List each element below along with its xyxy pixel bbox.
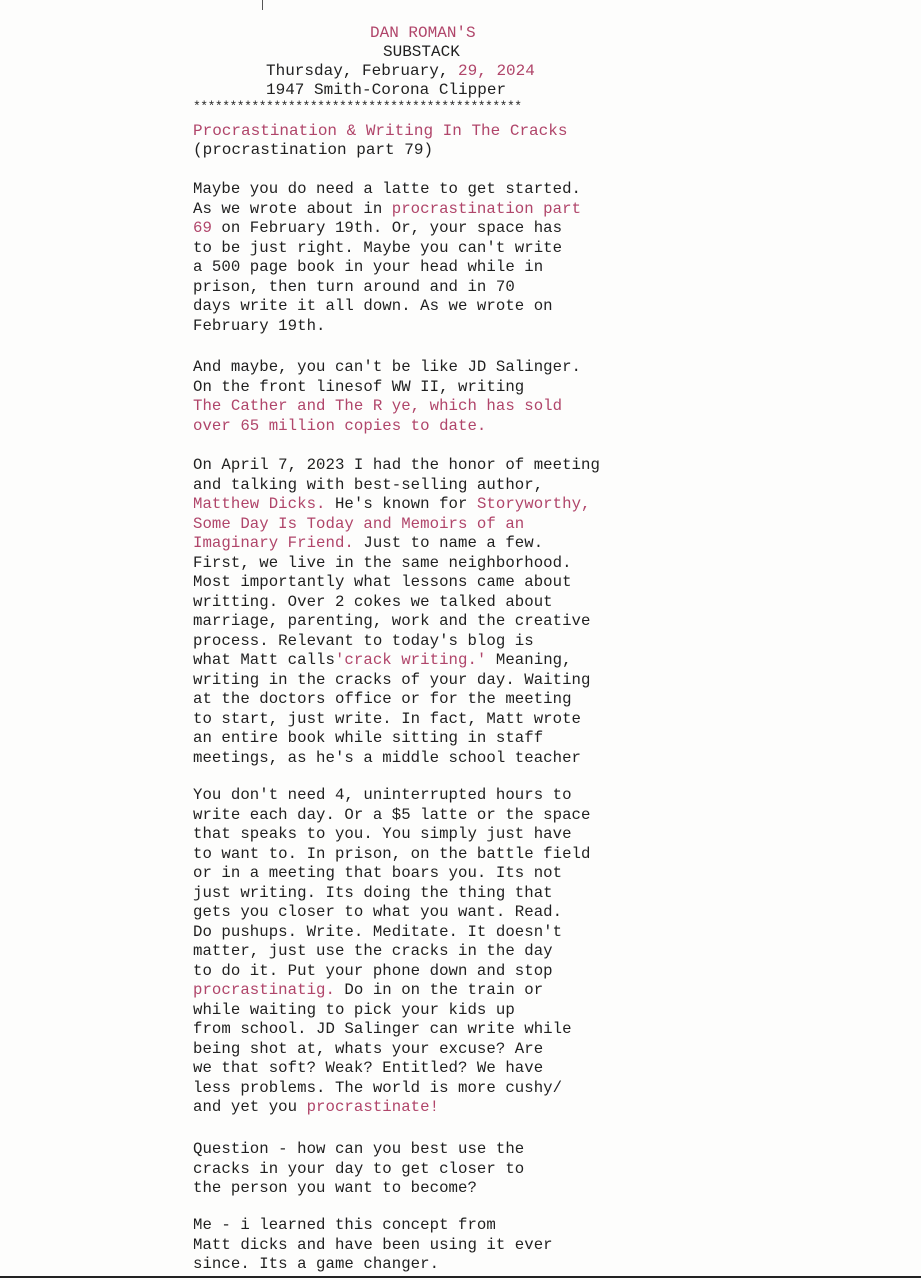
- paragraph-3: [193, 456, 893, 768]
- body-text: gets you closer to what you want. Read.: [193, 903, 563, 921]
- header-typewriter: 1947 Smith-Corona Clipper: [266, 81, 507, 99]
- body-text: a 500 page book in your head while in: [193, 258, 544, 276]
- text-line: [193, 1001, 893, 1021]
- body-text: what Matt calls: [193, 651, 335, 669]
- highlighted-text: 69: [193, 219, 212, 237]
- text-line: [193, 258, 893, 278]
- body-text: marriage, parenting, work and the creative: [193, 612, 591, 630]
- body-text: writing in the cracks of your day. Waiting: [193, 670, 591, 689]
- body-text: On April 7, 2023 I had the honor of meeting: [193, 456, 600, 474]
- text-line: [193, 1216, 893, 1236]
- body-text: and yet you: [193, 1098, 307, 1116]
- body-text: writting. Over 2 cokes we talked about: [193, 592, 553, 611]
- body-text: since. Its a game changer.: [193, 1255, 440, 1273]
- text-line: [193, 729, 893, 749]
- body-text: Matt dicks and have been using it ever: [193, 1235, 553, 1254]
- body-text: to start, just write. In fact, Matt wrote: [193, 709, 582, 728]
- text-line: [193, 1098, 893, 1118]
- text-line: [193, 378, 893, 398]
- body-text: On the front linesof WW II, writing: [193, 377, 525, 396]
- body-text: days write it all down. As we wrote on: [193, 297, 553, 315]
- text-line: [193, 573, 893, 593]
- text-line: [193, 942, 893, 962]
- text-line: [193, 180, 893, 200]
- body-text: to be just right. Maybe you can't write: [193, 238, 563, 257]
- highlighted-text: procrastinate!: [306, 1098, 440, 1116]
- body-text: being shot at, whats your excuse? Are: [193, 1039, 544, 1058]
- body-text: He's known for: [325, 495, 477, 513]
- text-line: [193, 476, 893, 496]
- highlighted-text: procrastinatig.: [193, 981, 335, 999]
- body-text: to want to. In prison, on the battle field: [193, 844, 591, 863]
- text-line: [193, 534, 893, 554]
- body-text: process. Relevant to today's blog is: [193, 631, 534, 650]
- text-line: [193, 456, 893, 476]
- header-date-day: 29, 2024: [458, 62, 535, 80]
- body-text: less problems. The world is more cushy/: [193, 1078, 563, 1097]
- text-line: [193, 1079, 893, 1099]
- highlighted-text: procrastination part: [391, 199, 582, 218]
- body-text: Meaning,: [486, 651, 572, 669]
- text-line: [193, 1020, 893, 1040]
- body-text: First, we live in the same neighborhood.: [193, 553, 572, 572]
- text-line: [193, 495, 893, 515]
- highlighted-text: over 65 million copies to date.: [193, 416, 487, 435]
- post-subtitle: (procrastination part 79): [193, 141, 434, 159]
- text-line: [193, 1059, 893, 1079]
- text-line: [193, 903, 893, 923]
- top-mark: [262, 0, 263, 10]
- text-line: [193, 554, 893, 574]
- text-line: [193, 884, 893, 904]
- text-line: [193, 200, 893, 220]
- text-line: [193, 845, 893, 865]
- body-text: an entire book while sitting in staff: [193, 729, 544, 747]
- body-text: matter, just use the cracks in the day: [193, 942, 553, 960]
- post-title: Procrastination & Writing In The Cracks: [193, 122, 568, 140]
- body-text: that speaks to you. You simply just have: [193, 825, 572, 843]
- highlighted-text: Some Day Is Today and Memoirs of an: [193, 514, 525, 533]
- text-line: [193, 1236, 893, 1256]
- text-line: [193, 923, 893, 943]
- text-line: [193, 749, 893, 769]
- body-text: February 19th.: [193, 316, 326, 335]
- text-line: [193, 1255, 893, 1275]
- highlighted-text: 'crack writing.': [334, 651, 487, 669]
- body-text: write each day. Or a $5 latte or the space: [193, 805, 591, 824]
- body-text: prison, then turn around and in 70: [193, 277, 515, 296]
- text-line: [193, 278, 893, 298]
- paragraph-2: [193, 358, 893, 436]
- body-text: just writing. Its doing the thing that: [193, 883, 553, 902]
- paragraph-5: [193, 1140, 893, 1199]
- highlighted-text: Imaginary Friend.: [193, 534, 354, 552]
- text-line: [193, 690, 893, 710]
- text-line: [193, 417, 893, 437]
- body-text: at the doctors office or for the meeting: [193, 690, 572, 708]
- body-text: we that soft? Weak? Entitled? We have: [193, 1059, 544, 1077]
- text-line: [193, 1040, 893, 1060]
- text-line: [193, 515, 893, 535]
- body-text: Me - i learned this concept from: [193, 1216, 496, 1234]
- body-text: You don't need 4, uninterrupted hours to: [193, 786, 572, 804]
- body-text: and talking with best-selling author,: [193, 475, 544, 494]
- text-line: [193, 219, 893, 239]
- text-line: [193, 297, 893, 317]
- body-text: from school. JD Salinger can write while: [193, 1020, 572, 1038]
- text-line: [193, 962, 893, 982]
- header-date-prefix: Thursday, February,: [266, 62, 459, 80]
- text-line: [193, 358, 893, 378]
- header-date: [266, 62, 766, 81]
- highlighted-text: Storyworthy,: [476, 495, 591, 513]
- paragraph-4: [193, 786, 893, 1118]
- text-line: [193, 317, 893, 337]
- text-line: [193, 1179, 893, 1199]
- highlighted-text: Matthew Dicks.: [193, 495, 326, 513]
- paragraph-1: [193, 180, 893, 336]
- text-line: [193, 632, 893, 652]
- text-line: [193, 671, 893, 691]
- body-text: or in a meeting that boars you. Its not: [193, 864, 563, 882]
- body-text: Do pushups. Write. Meditate. It doesn't: [193, 922, 563, 941]
- text-line: [193, 397, 893, 417]
- body-text: to do it. Put your phone down and stop: [193, 961, 553, 980]
- body-text: Maybe you do need a latte to get started.: [193, 180, 582, 198]
- body-text: the person you want to become?: [193, 1179, 477, 1197]
- text-line: [193, 1160, 893, 1180]
- body-text: meetings, as he's a middle school teacher: [193, 748, 582, 767]
- text-line: [193, 239, 893, 259]
- text-line: [193, 786, 893, 806]
- header-publication: SUBSTACK: [383, 43, 460, 61]
- text-line: [193, 864, 893, 884]
- header-divider: *********************************************: [193, 99, 522, 114]
- text-line: [193, 651, 893, 671]
- page-bottom-edge: [0, 1276, 921, 1278]
- header-author: DAN ROMAN'S: [370, 24, 476, 42]
- text-line: [193, 593, 893, 613]
- body-text: And maybe, you can't be like JD Salinger.: [193, 358, 582, 376]
- text-line: [193, 1140, 893, 1160]
- text-line: [193, 806, 893, 826]
- body-text: Just to name a few.: [353, 534, 544, 552]
- highlighted-text: The Cather and The R ye, which has sold: [193, 397, 563, 415]
- paragraph-6: [193, 1216, 893, 1275]
- body-text: As we wrote about in: [193, 199, 392, 218]
- body-text: on February 19th. Or, your space has: [211, 219, 563, 237]
- body-text: while waiting to pick your kids up: [193, 1000, 515, 1019]
- body-text: Question - how can you best use the: [193, 1140, 525, 1158]
- body-text: Most importantly what lessons came about: [193, 573, 572, 591]
- body-text: cracks in your day to get closer to: [193, 1159, 525, 1178]
- text-line: [193, 612, 893, 632]
- text-line: [193, 981, 893, 1001]
- body-text: Do in on the train or: [334, 981, 544, 999]
- text-line: [193, 825, 893, 845]
- text-line: [193, 710, 893, 730]
